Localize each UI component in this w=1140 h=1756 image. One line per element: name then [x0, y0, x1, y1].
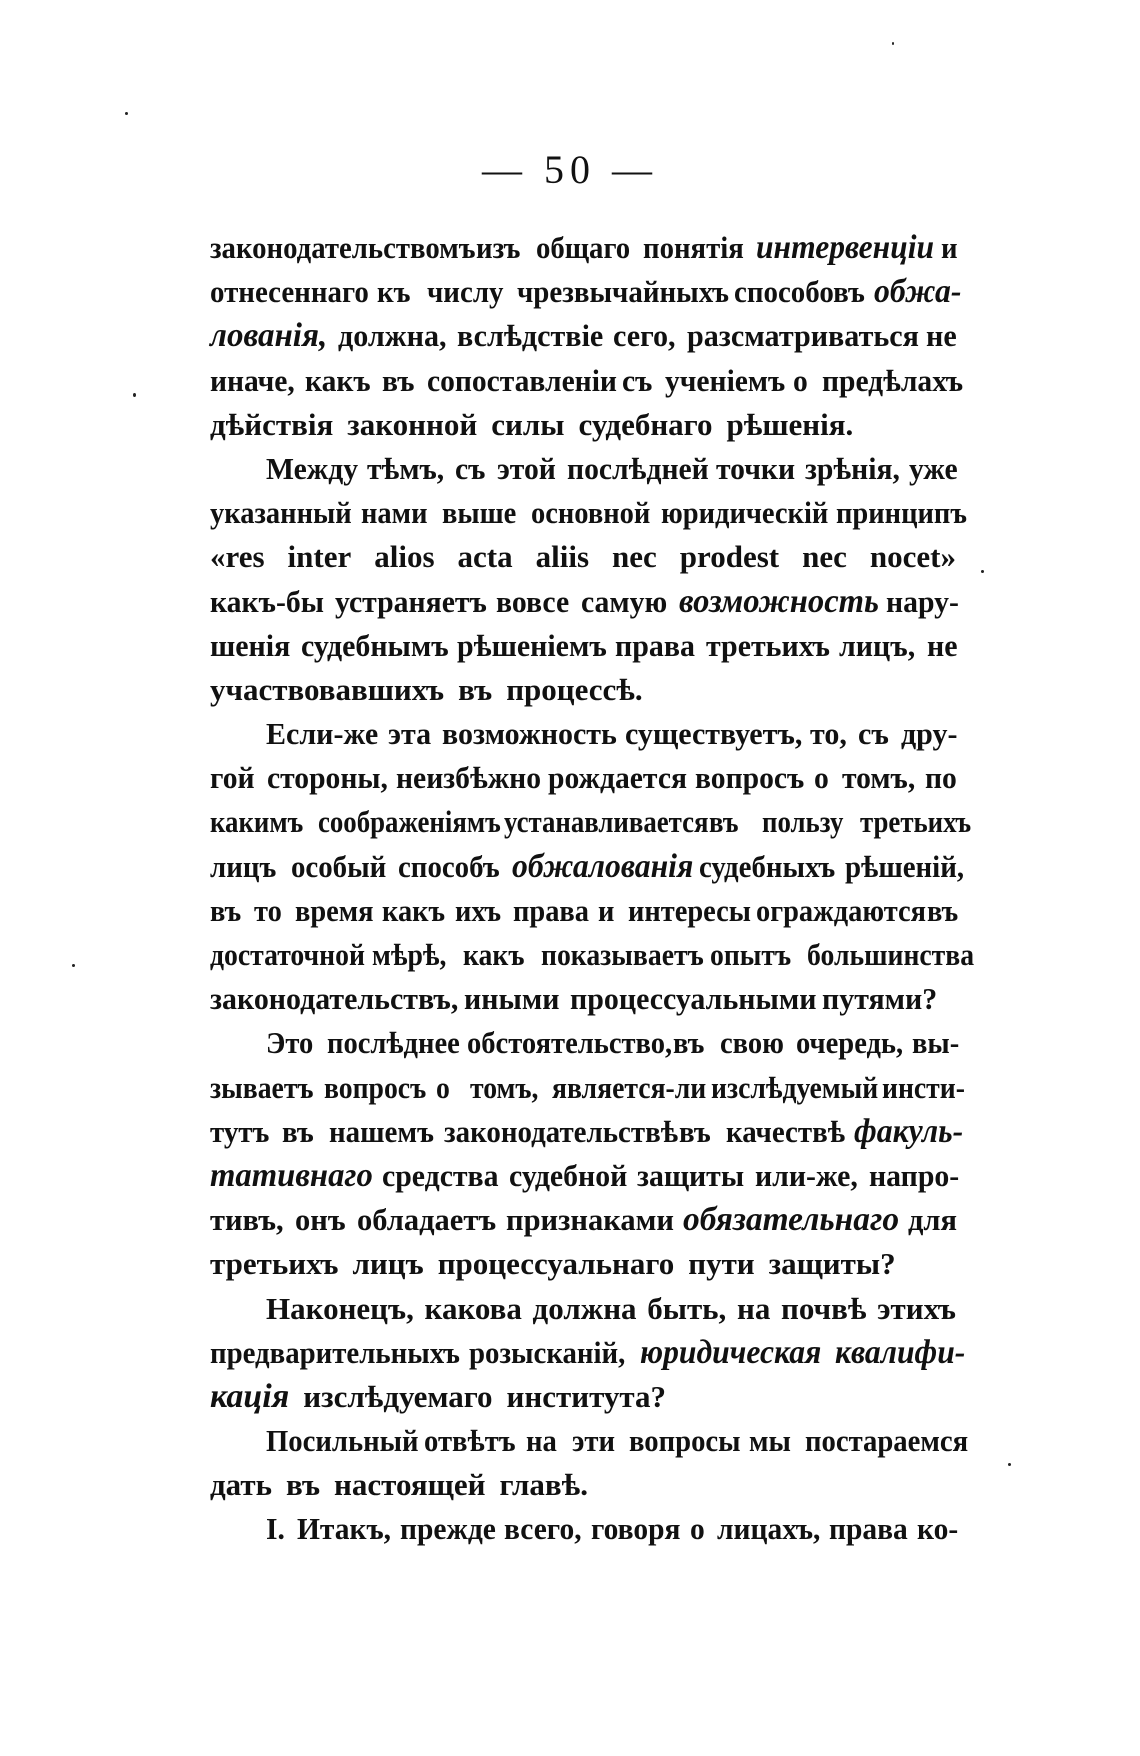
- italic-word: квалифи-: [834, 1333, 966, 1371]
- word: о: [689, 1511, 705, 1547]
- word: Итакъ,: [297, 1511, 392, 1547]
- scan-speck: [125, 112, 128, 115]
- word: какова: [424, 1290, 522, 1326]
- text-line: [210, 712, 956, 756]
- word: института?: [506, 1378, 667, 1414]
- word: предварительныхъ: [210, 1334, 460, 1370]
- word: alios: [374, 539, 435, 575]
- word: послѣднее: [327, 1025, 460, 1061]
- word: nocet»: [869, 539, 956, 575]
- word: на: [526, 1423, 557, 1459]
- word: пути: [688, 1246, 755, 1282]
- word: судебной: [508, 1157, 627, 1193]
- word: вслѣдствіе: [456, 318, 604, 354]
- word: въ: [458, 671, 493, 707]
- word: томъ,: [841, 760, 915, 796]
- word: отвѣтъ: [424, 1423, 516, 1459]
- word: въ: [381, 362, 414, 398]
- word: мѣрѣ,: [372, 937, 447, 972]
- word: инсти-: [881, 1069, 965, 1105]
- italic-word: тативнаго: [210, 1156, 373, 1194]
- word: въ: [282, 1113, 315, 1149]
- word: законной: [347, 406, 478, 442]
- word: сопоставленіи: [426, 362, 617, 398]
- word: нару-: [886, 583, 959, 619]
- scan-speck: [133, 393, 136, 397]
- text-line: [210, 756, 956, 800]
- word: говоря: [591, 1511, 681, 1547]
- word: и: [940, 230, 958, 265]
- word: главѣ.: [499, 1467, 588, 1503]
- word: эта: [387, 716, 431, 752]
- word: нами: [360, 495, 428, 531]
- word: устраняетъ: [334, 583, 487, 619]
- word: по: [925, 760, 958, 796]
- word: къ: [376, 274, 411, 310]
- word: должна: [532, 1290, 637, 1326]
- word: тѣмъ,: [367, 450, 445, 486]
- word: ограждаются: [756, 892, 927, 928]
- word: изъ: [475, 230, 521, 265]
- text-line: [210, 580, 959, 624]
- word: вопросъ: [695, 760, 805, 796]
- text-line: [210, 1419, 969, 1463]
- word: на: [736, 1290, 771, 1326]
- word: томъ,: [469, 1069, 539, 1105]
- word: почвѣ: [781, 1290, 867, 1326]
- text-line: [210, 1110, 964, 1154]
- text-line: [210, 1021, 960, 1065]
- word: какъ: [304, 362, 371, 398]
- word: права: [828, 1511, 908, 1547]
- text-line: [210, 403, 956, 447]
- word: Посильный: [266, 1423, 419, 1459]
- word: принципъ: [835, 495, 967, 531]
- text-line: [210, 270, 962, 314]
- word: гой: [210, 760, 255, 796]
- word: основной: [531, 495, 651, 531]
- word: въ: [286, 1467, 321, 1503]
- word: лицъ: [210, 848, 277, 884]
- word: всего,: [504, 1511, 582, 1547]
- word: или-же,: [755, 1157, 859, 1193]
- word: устанавливается: [504, 804, 709, 840]
- word: чрезвычайныхъ: [517, 274, 729, 310]
- word: способъ: [398, 848, 500, 884]
- word: опытъ: [710, 937, 792, 972]
- text-line: [210, 491, 967, 535]
- word: лицъ,: [839, 627, 916, 663]
- word: признаками: [505, 1202, 674, 1238]
- word: съ: [454, 450, 486, 486]
- word: тивъ,: [210, 1202, 284, 1238]
- word: nec: [612, 539, 657, 575]
- word: права: [512, 892, 589, 928]
- word: стороны,: [266, 760, 388, 796]
- word: процессѣ.: [506, 671, 643, 707]
- word: съ: [621, 362, 653, 398]
- word: и: [597, 892, 615, 928]
- word: средства: [381, 1157, 499, 1193]
- text-line: [210, 1154, 960, 1198]
- word: розысканій,: [468, 1334, 625, 1370]
- word: въ: [927, 892, 959, 928]
- text-line: [210, 1331, 966, 1375]
- word: быть,: [647, 1290, 727, 1326]
- word: настоящей: [334, 1467, 486, 1503]
- word: права: [615, 627, 696, 663]
- word: нашемъ: [329, 1113, 434, 1149]
- word: изслѣдуемый: [711, 1069, 879, 1105]
- word: вовсе: [495, 583, 569, 619]
- text-line: [210, 359, 963, 403]
- word: пользу: [761, 804, 844, 840]
- word: неизбѣжно: [395, 760, 542, 796]
- word: то: [253, 892, 282, 928]
- word: I.: [266, 1511, 285, 1547]
- text-line: [210, 1198, 956, 1242]
- word: возможность: [442, 716, 618, 752]
- text-line: [210, 800, 971, 844]
- word: не: [926, 627, 958, 663]
- word: acta: [457, 539, 513, 575]
- word: какъ: [462, 937, 524, 972]
- word: лицъ: [352, 1246, 424, 1282]
- text-line: [210, 226, 956, 270]
- body-text: [210, 226, 974, 1552]
- word: законодательствъ,: [210, 981, 459, 1017]
- word: для: [907, 1202, 957, 1238]
- word: рѣшеніемъ: [457, 627, 608, 663]
- word: общаго: [536, 230, 631, 265]
- word: напро-: [869, 1157, 960, 1193]
- word: о: [436, 1069, 451, 1105]
- word: въ: [210, 892, 242, 928]
- word: участвовавшихъ: [210, 671, 445, 707]
- word: свою: [719, 1025, 784, 1061]
- word: процессуальными: [569, 981, 817, 1017]
- word: способовъ: [733, 274, 865, 310]
- word: тутъ: [210, 1113, 270, 1149]
- word: выше: [442, 495, 517, 531]
- text-line: [210, 977, 956, 1021]
- word: ихъ: [455, 892, 502, 928]
- text-line: [210, 668, 956, 712]
- word: обладаетъ: [356, 1202, 496, 1238]
- text-line: [210, 1287, 956, 1331]
- word: рѣшеній,: [845, 848, 965, 884]
- word: интересы: [628, 892, 751, 928]
- word: aliis: [535, 539, 590, 575]
- word: защиты?: [768, 1246, 896, 1282]
- word: послѣдней: [567, 450, 709, 486]
- word: время: [294, 892, 374, 928]
- word: судебныхъ: [699, 848, 836, 884]
- word: точки: [716, 450, 796, 486]
- word: постараемся: [805, 1423, 969, 1459]
- word: изслѣдуемаго: [303, 1378, 493, 1414]
- word: соображеніямъ: [318, 804, 502, 840]
- word: защиты: [637, 1157, 745, 1193]
- scan-speck: [72, 964, 75, 967]
- word: то,: [809, 716, 847, 752]
- italic-word: интервенціи: [756, 229, 935, 266]
- word: самую: [581, 583, 668, 619]
- page-number: — 50 —: [482, 147, 658, 192]
- scan-speck: [892, 42, 894, 45]
- word: дру-: [901, 716, 958, 752]
- word: лицахъ,: [716, 1511, 821, 1547]
- word: законодательствѣ: [443, 1113, 679, 1149]
- word: о: [793, 362, 809, 398]
- word: иными: [463, 981, 560, 1017]
- word: какъ: [382, 892, 446, 928]
- italic-word: лованія,: [210, 317, 328, 355]
- word: путями?: [821, 981, 937, 1017]
- text-line: [210, 1066, 965, 1110]
- text-line: [210, 535, 956, 579]
- word: судебнаго: [578, 406, 713, 442]
- word: юридическій: [661, 495, 829, 531]
- italic-word: обжалованія: [511, 847, 694, 885]
- word: третьихъ: [859, 804, 971, 840]
- word: судебнымъ: [301, 627, 449, 663]
- word: вы-: [912, 1025, 960, 1061]
- word: «res: [210, 539, 265, 575]
- word: особый: [290, 848, 386, 884]
- italic-word: кація: [210, 1377, 290, 1415]
- word: числу: [426, 274, 504, 310]
- word: Между: [266, 450, 359, 486]
- word: этихъ: [877, 1290, 956, 1326]
- word: вопросы: [628, 1423, 741, 1459]
- word: не: [926, 318, 957, 354]
- word: рождается: [548, 760, 688, 796]
- scan-speck: [981, 570, 984, 573]
- word: прежде: [399, 1511, 496, 1547]
- word: какимъ: [210, 804, 304, 840]
- word: предѣлахъ: [821, 362, 963, 398]
- text-line: [210, 1375, 956, 1419]
- word: большинства: [806, 937, 974, 972]
- text-line: [210, 624, 956, 668]
- italic-word: юридическая: [640, 1333, 822, 1371]
- italic-word: обжа-: [874, 273, 962, 311]
- word: Наконецъ,: [266, 1290, 414, 1326]
- text-line: [210, 447, 959, 491]
- word: очередь,: [796, 1025, 904, 1061]
- word: должна,: [337, 318, 447, 354]
- text-line: [210, 933, 974, 977]
- word: зрѣнія,: [805, 450, 901, 486]
- word: мы: [749, 1423, 792, 1459]
- word: третьихъ: [210, 1246, 339, 1282]
- word: зываетъ: [210, 1069, 314, 1105]
- text-line: [210, 1507, 956, 1551]
- word: inter: [287, 539, 352, 575]
- word: какъ-бы: [210, 583, 324, 619]
- word: эти: [571, 1423, 615, 1459]
- scan-speck: [1008, 1463, 1011, 1466]
- word: съ: [858, 716, 890, 752]
- word: показываетъ: [541, 937, 705, 972]
- word: въ: [679, 1113, 712, 1149]
- word: уже: [909, 450, 959, 486]
- word: Если-же: [266, 716, 379, 752]
- word: этой: [497, 450, 557, 486]
- word: въ: [708, 804, 739, 840]
- word: рѣшенія.: [726, 406, 854, 442]
- word: nec: [802, 539, 847, 575]
- word: сего,: [612, 318, 676, 354]
- italic-word: факуль-: [854, 1112, 964, 1150]
- text-line: [210, 845, 965, 889]
- text-line: [210, 1463, 956, 1507]
- word: ученіемъ: [664, 362, 785, 398]
- word: третьихъ: [706, 627, 831, 663]
- text-line: [210, 314, 956, 358]
- word: разсматриваться: [687, 318, 920, 354]
- word: достаточной: [210, 937, 365, 972]
- word: ко-: [916, 1511, 958, 1547]
- text-line: [210, 889, 959, 933]
- word: дѣйствія: [210, 406, 334, 442]
- word: понятія: [643, 230, 744, 265]
- word: процессуальнаго: [437, 1246, 675, 1282]
- word: силы: [491, 406, 565, 442]
- word: дать: [210, 1467, 272, 1503]
- word: вопросъ: [323, 1069, 426, 1105]
- word: качествѣ: [725, 1113, 846, 1149]
- word: является-ли: [552, 1069, 707, 1105]
- text-line: [210, 1242, 956, 1286]
- word: существуетъ,: [624, 716, 803, 752]
- word: онъ: [294, 1202, 346, 1238]
- word: законодательствомъ: [210, 230, 476, 265]
- italic-word: возможность: [679, 582, 879, 620]
- word: указанный: [210, 495, 352, 531]
- word: о: [813, 760, 829, 796]
- word: иначе,: [210, 362, 295, 398]
- word: въ: [673, 1025, 705, 1061]
- word: prodest: [679, 539, 780, 575]
- word: шенія: [210, 627, 291, 663]
- italic-word: обязательнаго: [682, 1201, 899, 1239]
- word: Это: [266, 1025, 314, 1061]
- word: отнесеннаго: [210, 274, 369, 310]
- word: обстоятельство,: [466, 1025, 673, 1061]
